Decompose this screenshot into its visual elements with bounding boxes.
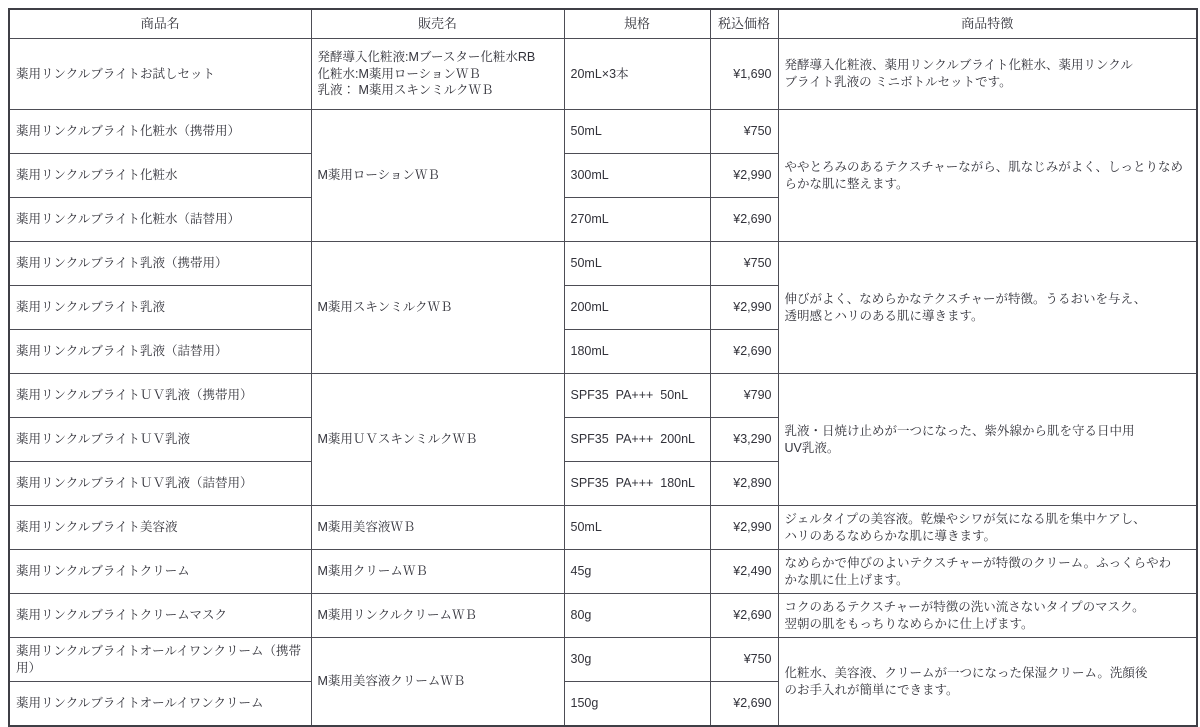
cell-sales-name: M薬用ＵＶスキンミルクＷＢ xyxy=(311,374,564,506)
cell-feature: ややとろみのあるテクスチャーながら、肌なじみがよく、しっとりなめ らかな肌に整えます。 xyxy=(778,110,1197,242)
cell-price: ¥2,990 xyxy=(710,286,778,330)
cell-spec: SPF35 PA+++ 180nL xyxy=(564,462,710,506)
cell-spec: 50mL xyxy=(564,110,710,154)
cell-feature: なめらかで伸びのよいテクスチャーが特徴のクリーム。ふっくらやわ かな肌に仕上げます。 xyxy=(778,550,1197,594)
cell-spec: 50mL xyxy=(564,242,710,286)
cell-price: ¥750 xyxy=(710,110,778,154)
header-price-tax-in: 税込価格 xyxy=(710,9,778,39)
table-body xyxy=(9,39,1197,727)
table-row xyxy=(9,638,1197,682)
cell-feature: 発酵導入化粧液、薬用リンクルブライト化粧水、薬用リンクル ブライト乳液の ミニボトルセットです。 xyxy=(778,39,1197,110)
table-row xyxy=(9,506,1197,550)
cell-spec: 80g xyxy=(564,594,710,638)
header-product-name: 商品名 xyxy=(9,9,311,39)
cell-spec: 270mL xyxy=(564,198,710,242)
cell-spec: 200mL xyxy=(564,286,710,330)
cell-sales-name: M薬用スキンミルクＷＢ xyxy=(311,242,564,374)
cell-product-name: 薬用リンクルブライトクリーム xyxy=(9,550,311,594)
cell-price: ¥2,690 xyxy=(710,682,778,727)
table-row xyxy=(9,242,1197,286)
cell-feature: 化粧水、美容液、クリームが一つになった保湿クリーム。洗顔後 のお手入れが簡単にできます。 xyxy=(778,638,1197,727)
cell-price: ¥2,990 xyxy=(710,506,778,550)
cell-spec: 50mL xyxy=(564,506,710,550)
cell-sales-name: M薬用ローションＷＢ xyxy=(311,110,564,242)
cell-price: ¥2,890 xyxy=(710,462,778,506)
cell-spec: 20mL×3本 xyxy=(564,39,710,110)
header-spec: 規格 xyxy=(564,9,710,39)
cell-feature: ジェルタイプの美容液。乾燥やシワが気になる肌を集中ケアし、 ハリのあるなめらかな肌に導きます。 xyxy=(778,506,1197,550)
cell-sales-name: M薬用美容液ＷＢ xyxy=(311,506,564,550)
cell-product-name: 薬用リンクルブライト乳液 xyxy=(9,286,311,330)
cell-product-name: 薬用リンクルブライトクリームマスク xyxy=(9,594,311,638)
cell-price: ¥2,490 xyxy=(710,550,778,594)
cell-price: ¥2,690 xyxy=(710,198,778,242)
cell-product-name: 薬用リンクルブライト乳液（携帯用） xyxy=(9,242,311,286)
cell-spec: 30g xyxy=(564,638,710,682)
cell-feature: コクのあるテクスチャーが特徴の洗い流さないタイプのマスク。 翌朝の肌をもっちりなめらかに仕上げます。 xyxy=(778,594,1197,638)
header-sales-name: 販売名 xyxy=(311,9,564,39)
cell-product-name: 薬用リンクルブライトオールイワンクリーム xyxy=(9,682,311,727)
cell-price: ¥2,690 xyxy=(710,330,778,374)
cell-spec: 150g xyxy=(564,682,710,727)
cell-price: ¥750 xyxy=(710,638,778,682)
cell-product-name: 薬用リンクルブライト化粧水（詰替用） xyxy=(9,198,311,242)
table-row xyxy=(9,39,1197,110)
table-row xyxy=(9,110,1197,154)
table-row xyxy=(9,550,1197,594)
cell-product-name: 薬用リンクルブライトお試しセット xyxy=(9,39,311,110)
cell-spec: 180mL xyxy=(564,330,710,374)
cell-price: ¥1,690 xyxy=(710,39,778,110)
cell-price: ¥3,290 xyxy=(710,418,778,462)
cell-feature: 伸びがよく、なめらかなテクスチャーが特徴。うるおいを与え、 透明感とハリのある肌に導きます。 xyxy=(778,242,1197,374)
cell-sales-name: M薬用クリームＷＢ xyxy=(311,550,564,594)
cell-product-name: 薬用リンクルブライトＵＶ乳液（詰替用） xyxy=(9,462,311,506)
cell-product-name: 薬用リンクルブライトＵＶ乳液（携帯用） xyxy=(9,374,311,418)
cell-product-name: 薬用リンクルブライト化粧水（携帯用） xyxy=(9,110,311,154)
cell-spec: 45g xyxy=(564,550,710,594)
cell-product-name: 薬用リンクルブライト化粧水 xyxy=(9,154,311,198)
cell-sales-name: M薬用リンクルクリームＷＢ xyxy=(311,594,564,638)
cell-product-name: 薬用リンクルブライト美容液 xyxy=(9,506,311,550)
cell-price: ¥2,690 xyxy=(710,594,778,638)
table-row xyxy=(9,594,1197,638)
header-features: 商品特徴 xyxy=(778,9,1197,39)
cell-spec: SPF35 PA+++ 50nL xyxy=(564,374,710,418)
product-table xyxy=(8,8,1198,727)
cell-price: ¥790 xyxy=(710,374,778,418)
cell-spec: SPF35 PA+++ 200nL xyxy=(564,418,710,462)
table-header-row xyxy=(9,9,1197,39)
cell-product-name: 薬用リンクルブライトＵＶ乳液 xyxy=(9,418,311,462)
cell-spec: 300mL xyxy=(564,154,710,198)
cell-sales-name: 発酵導入化粧液:Mブースター化粧水RB 化粧水:M薬用ローションＷＢ 乳液： M薬用スキンミルクＷＢ xyxy=(311,39,564,110)
cell-product-name: 薬用リンクルブライトオールイワンクリーム（携帯用） xyxy=(9,638,311,682)
cell-feature: 乳液・日焼け止めが一つになった、紫外線から肌を守る日中用 UV乳液。 xyxy=(778,374,1197,506)
cell-product-name: 薬用リンクルブライト乳液（詰替用） xyxy=(9,330,311,374)
cell-price: ¥2,990 xyxy=(710,154,778,198)
cell-sales-name: M薬用美容液クリームＷＢ xyxy=(311,638,564,727)
table-row xyxy=(9,374,1197,418)
cell-price: ¥750 xyxy=(710,242,778,286)
